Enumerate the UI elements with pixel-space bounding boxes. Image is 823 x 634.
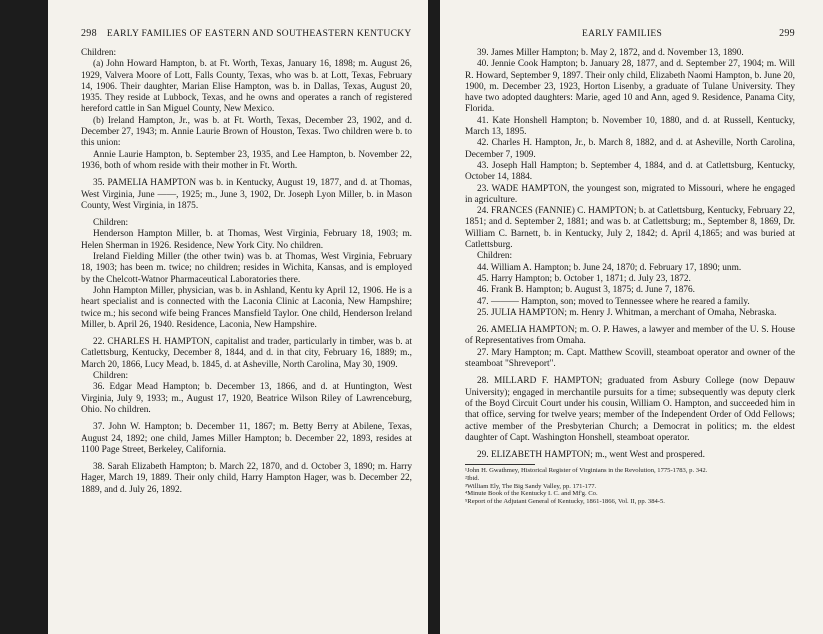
- paragraph: Children:: [81, 48, 117, 58]
- paragraph: 26. AMELIA HAMPTON; m. O. P. Hawes, a lawyer and member of the U. S. House of Representatives from Omaha.: [465, 325, 795, 347]
- paragraph: 29. ELIZABETH HAMPTON; m., went West and prospered.: [477, 450, 705, 461]
- page-number-right: 299: [779, 28, 795, 39]
- paragraph: 28. MILLARD F. HAMPTON; graduated from Asbury College (now Depauw University); engaged in merchantile pursuits for a time; subsequently was deputy clerk of the Boyd Circuit Court under his cousin, William O. Hampton, and succeeded him in that office, serving for twelve years; member of the Independent Order of Odd Fellows; active member of the Presbyterian Church; a Democrat in politics; m. the eldest daughter of Capt. Washington Honshell, steamboat operator.: [465, 376, 795, 443]
- footnote-divider: [465, 464, 535, 465]
- paragraph: 43. Joseph Hall Hampton; b. September 4, 1884, and d. at Catlettsburg, Kentucky, October 14, 1884.: [465, 160, 795, 183]
- paragraph: 23. WADE HAMPTON, the youngest son, migrated to Missouri, where he engaged in agriculture.: [465, 183, 795, 205]
- paragraph: Children:: [93, 371, 129, 382]
- paragraph: Children:: [93, 218, 129, 229]
- running-header-right: [465, 28, 795, 39]
- paragraph: 41. Kate Honshell Hampton; b. November 10, 1880, and d. at Russell, Kentucky, March 13, 1895.: [465, 115, 795, 138]
- paragraph: 38. Sarah Elizabeth Hampton; b. March 22, 1870, and d. October 3, 1890; m. Harry Hager, March 19, 1889. Their only child, Harry Hampton Hager, was b. December 22, 1889, and d. July 26, 1892.: [81, 462, 412, 495]
- paragraph: 35. PAMELIA HAMPTON was b. in Kentucky, August 19, 1877, and d. at Thomas, West Virginia, June ——, 1925; m., June 3, 1902, Dr. Joseph Lyon Miller, b. in Mason County, West Virginia, in 1875.: [81, 178, 412, 211]
- footnote: ¹John H. Gwathmey, Historical Register of Virginians in the Revolution, 1775-1783, p. 342.: [465, 467, 708, 475]
- right-page: [440, 0, 823, 634]
- footnote: ²Ibid.: [465, 474, 480, 482]
- running-header-left: [81, 28, 412, 39]
- paragraph: 39. James Miller Hampton; b. May 2, 1872, and d. November 13, 1890.: [477, 48, 744, 58]
- paragraph: 25. JULIA HAMPTON; m. Henry J. Whitman, a merchant of Omaha, Nebraska.: [477, 307, 777, 318]
- footnote: ⁵Report of the Adjutant General of Kentucky, 1861-1866, Vol. II, pp. 384-5.: [465, 497, 665, 505]
- footnotes: [465, 467, 795, 505]
- paragraph: 24. FRANCES (FANNIE) C. HAMPTON; b. at Catlettsburg, Kentucky, February 22, 1851; and d. September 2, 1881; and was b. at Catlettsburg; m., September 8, 1869, Dr. William C. Barnett, b. in Kentucky, July 2, 1842; d. April 4,1865; and was buried at Catlettsburg.: [465, 206, 795, 251]
- running-head-left: EARLY FAMILIES OF EASTERN AND SOUTHEASTERN KENTUCKY: [106, 29, 412, 39]
- paragraph: (b) Ireland Hampton, Jr., was b. at Ft. Worth, Texas, December 23, 1902, and d. December 27, 1943; m. Annie Laurie Brown of Houston, Texas. Two children were b. to this union:: [81, 115, 412, 149]
- footnote: ⁴Minute Book of the Kentucky I. C. and Mf'g. Co.: [465, 490, 598, 498]
- paragraph: 45. Harry Hampton; b. October 1, 1871; d. July 23, 1872.: [477, 273, 691, 284]
- running-head-right: EARLY FAMILIES: [582, 29, 663, 39]
- paragraph: Children:: [477, 251, 513, 262]
- paragraph: 46. Frank B. Hampton; b. August 3, 1875; d. June 7, 1876.: [477, 285, 695, 296]
- paragraph: 27. Mary Hampton; m. Capt. Matthew Scovill, steamboat operator and owner of the steamboat "Shreveport".: [465, 347, 795, 370]
- paragraph: 36. Edgar Mead Hampton; b. December 13, 1866, and d. at Huntington, West Virginia, July 9, 1933; m., August 17, 1920, Beatrice Wilson Riley of Lawrenceburg, Ohio. No children.: [81, 382, 412, 415]
- paragraph: 22. CHARLES H. HAMPTON, capitalist and trader, particularly in timber, was b. at Catlettsburg, Kentucky, December 8, 1844, and d. in that city, February 16, 1889; m., March 20, 1866, Lucy Mead, b. 1845, d. at Asheville, North Carolina, May 30, 1909.: [81, 337, 412, 370]
- page-number-left: 298: [81, 28, 97, 39]
- footnote: ³William Ely, The Big Sandy Valley, pp. 171-177.: [465, 482, 597, 490]
- paragraph: (a) John Howard Hampton, b. at Ft. Worth, Texas, January 16, 1898; m. August 26, 1929, Valvera Moore of Lott, Falls County, Texas, who was b. at Lott, Texas, February 14, 1906. Their daughter, Marian Elise Hampton, was b. in Dallas, Texas, August 20, 1935. They reside at Lubbock, Texas, and he owns and operates a ranch of registered hereford cattle in San Miguel County, New Mexico.: [81, 59, 412, 115]
- left-page-text: [81, 48, 412, 496]
- paragraph: Annie Laurie Hampton, b. September 23, 1935, and Lee Hampton, b. November 22, 1936, both of whom reside with their mother in Ft. Worth.: [81, 149, 412, 171]
- right-page-text: [465, 48, 795, 461]
- paragraph: 42. Charles H. Hampton, Jr., b. March 8, 1882, and d. at Asheville, North Carolina, December 7, 1909.: [465, 138, 795, 160]
- paragraph: 37. John W. Hampton; b. December 11, 1867; m. Betty Berry at Abilene, Texas, August 24, 1892; one child, James Miller Hampton; b. December 22, 1893, resides at 1100 Page Street, Berkeley, California.: [81, 422, 412, 455]
- paragraph: 47. ——— Hampton, son; moved to Tennessee where he reared a family.: [477, 296, 750, 307]
- paragraph: Ireland Fielding Miller (the other twin) was b. at Thomas, West Virginia, February 18, 1903; has been m. twice; no children; resides in Wichita, Kansas, and is employed by the Chelcott-Watnor Pharmaceutical Laboratories there.: [81, 252, 412, 285]
- paragraph: 40. Jennie Cook Hampton; b. January 28, 1877, and d. September 27, 1904; m. Will R. Howard, September 9, 1897. Their only child, Elizabeth Naomi Hampton, b. June 20, 1900, m. December 23, 1923, Horton Lisenby, a graduate of Tulane University. They have two adopted daughters: Marie, aged 10 and Ann, aged 9. Residence, Panama City, Florida.: [465, 59, 795, 115]
- paragraph: John Hampton Miller, physician, was b. in Ashland, Kentu ky April 12, 1906. He is a heart specialist and is connected with the Laconia Clinic at Laconia, New Hampshire; twice m.; his second wife being Frances Mansfield Taylor. One child, Henderson Ireland Miller, b. April 26, 1940. Residence, Laconia, New Hampshire.: [81, 285, 412, 330]
- left-page: [48, 0, 428, 634]
- paragraph: Henderson Hampton Miller, b. at Thomas, West Virginia, February 18, 1903; m. Helen Sherman in 1926. Residence, New York City. No children.: [81, 229, 412, 251]
- paragraph: 44. William A. Hampton; b. June 24, 1870; d. February 17, 1890; unm.: [477, 262, 742, 273]
